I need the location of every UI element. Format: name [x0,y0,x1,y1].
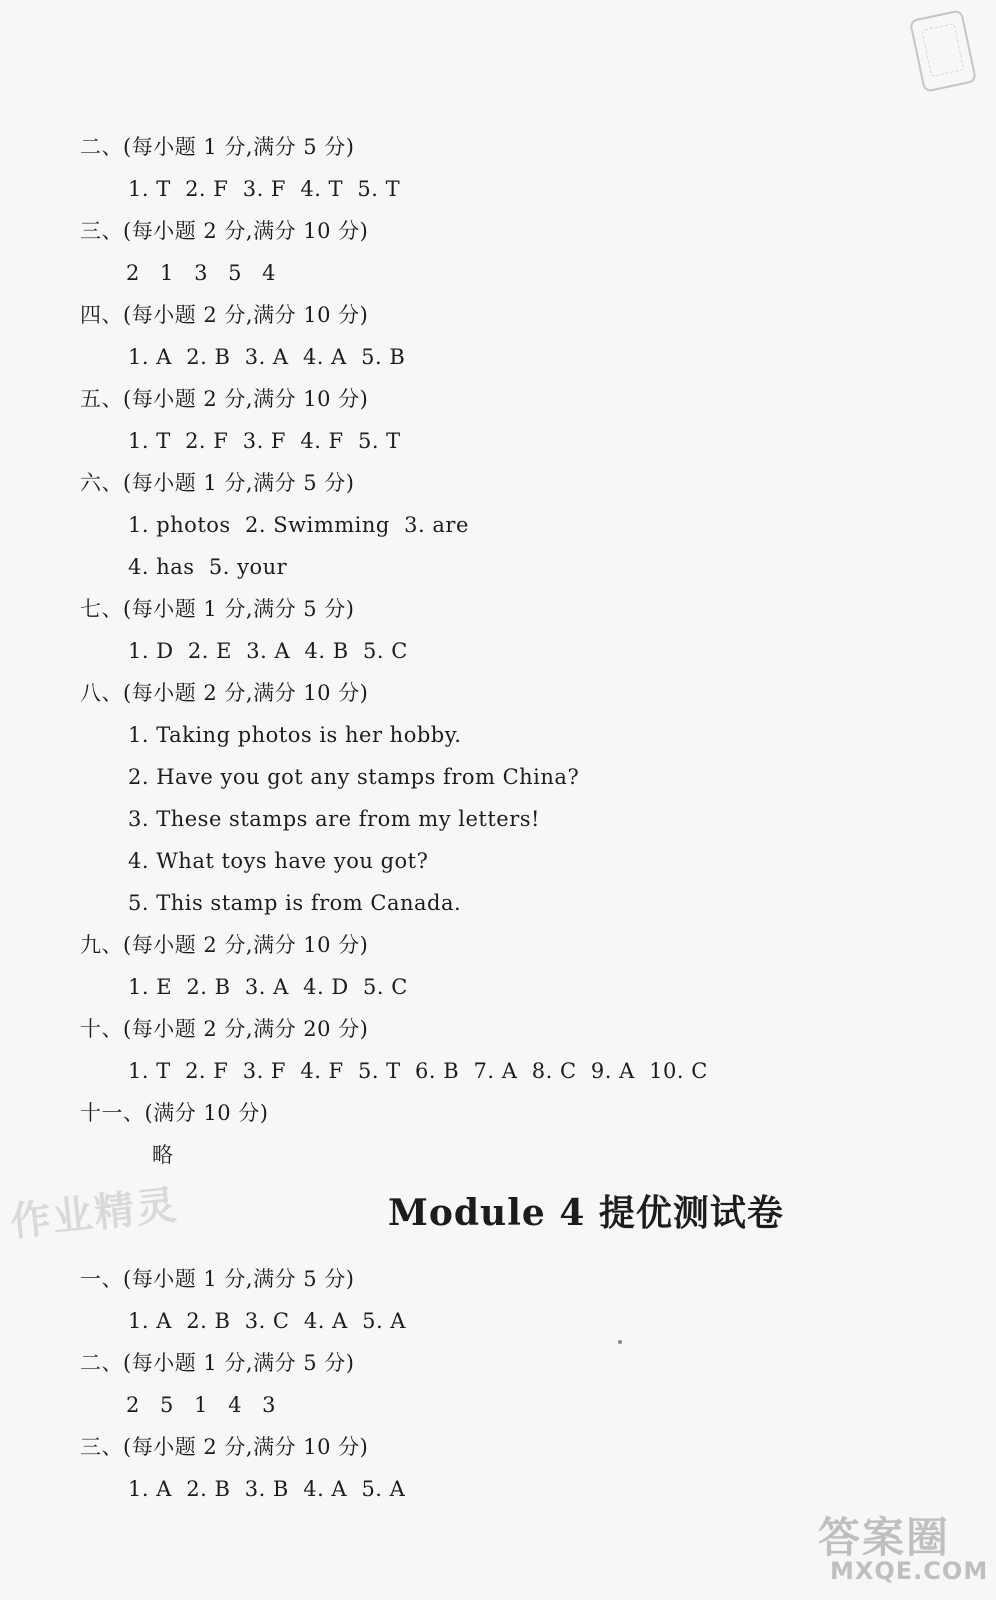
section-header: 九、(每小题 2 分,满分 10 分) [80,933,369,957]
section-header: 二、(每小题 1 分,满分 5 分) [80,135,355,159]
section-header: 十、(每小题 2 分,满分 20 分) [80,1017,369,1041]
answer-line: 1. A 2. B 3. A 4. A 5. B [128,345,406,369]
section-header: 一、(每小题 1 分,满分 5 分) [80,1267,355,1291]
answer-line: 2. Have you got any stamps from China? [128,765,580,789]
section-header: 八、(每小题 2 分,满分 10 分) [80,681,369,705]
answer-line: 1. A 2. B 3. B 4. A 5. A [128,1477,406,1501]
answer-line: 1. T 2. F 3. F 4. T 5. T [128,177,401,201]
answer-line: 4. has 5. your [128,555,288,579]
answer-line: 3. These stamps are from my letters! [128,807,540,831]
module-title: Module 4 提优测试卷 [388,1192,784,1234]
section-header: 三、(每小题 2 分,满分 10 分) [80,219,369,243]
stamp-graphic [909,9,977,93]
speck [618,1340,622,1344]
watermark-logo-text: 答案圈 [818,1513,951,1562]
answer-line: 1. T 2. F 3. F 4. F 5. T [128,429,401,453]
section-header: 七、(每小题 1 分,满分 5 分) [80,597,355,621]
answer-line: 1. Taking photos is her hobby. [128,723,462,747]
section-header: 五、(每小题 2 分,满分 10 分) [80,387,369,411]
watermark-left: 作业精灵 [8,1182,181,1246]
section-header: 四、(每小题 2 分,满分 10 分) [80,303,369,327]
answer-line: 2 1 3 5 4 [126,261,283,285]
answer-line: 1. D 2. E 3. A 4. B 5. C [128,639,408,663]
section-header: 二、(每小题 1 分,满分 5 分) [80,1351,355,1375]
answer-line: 1. T 2. F 3. F 4. F 5. T 6. B 7. A 8. C 9. A 10. C [128,1059,708,1083]
answer-line: 1. E 2. B 3. A 4. D 5. C [128,975,408,999]
section-header: 三、(每小题 2 分,满分 10 分) [80,1435,369,1459]
answer-line: 5. This stamp is from Canada. [128,891,462,915]
answer-line: 略 [152,1143,174,1167]
answer-line: 1. photos 2. Swimming 3. are [128,513,469,537]
section-header: 十一、(满分 10 分) [80,1101,269,1125]
section-header: 六、(每小题 1 分,满分 5 分) [80,471,355,495]
watermark-logo-url: MXQE.COM [830,1557,989,1585]
answer-line: 1. A 2. B 3. C 4. A 5. A [128,1309,406,1333]
answer-line: 4. What toys have you got? [128,849,429,873]
answer-line: 2 5 1 4 3 [126,1393,283,1417]
watermark-logo [808,1505,989,1590]
